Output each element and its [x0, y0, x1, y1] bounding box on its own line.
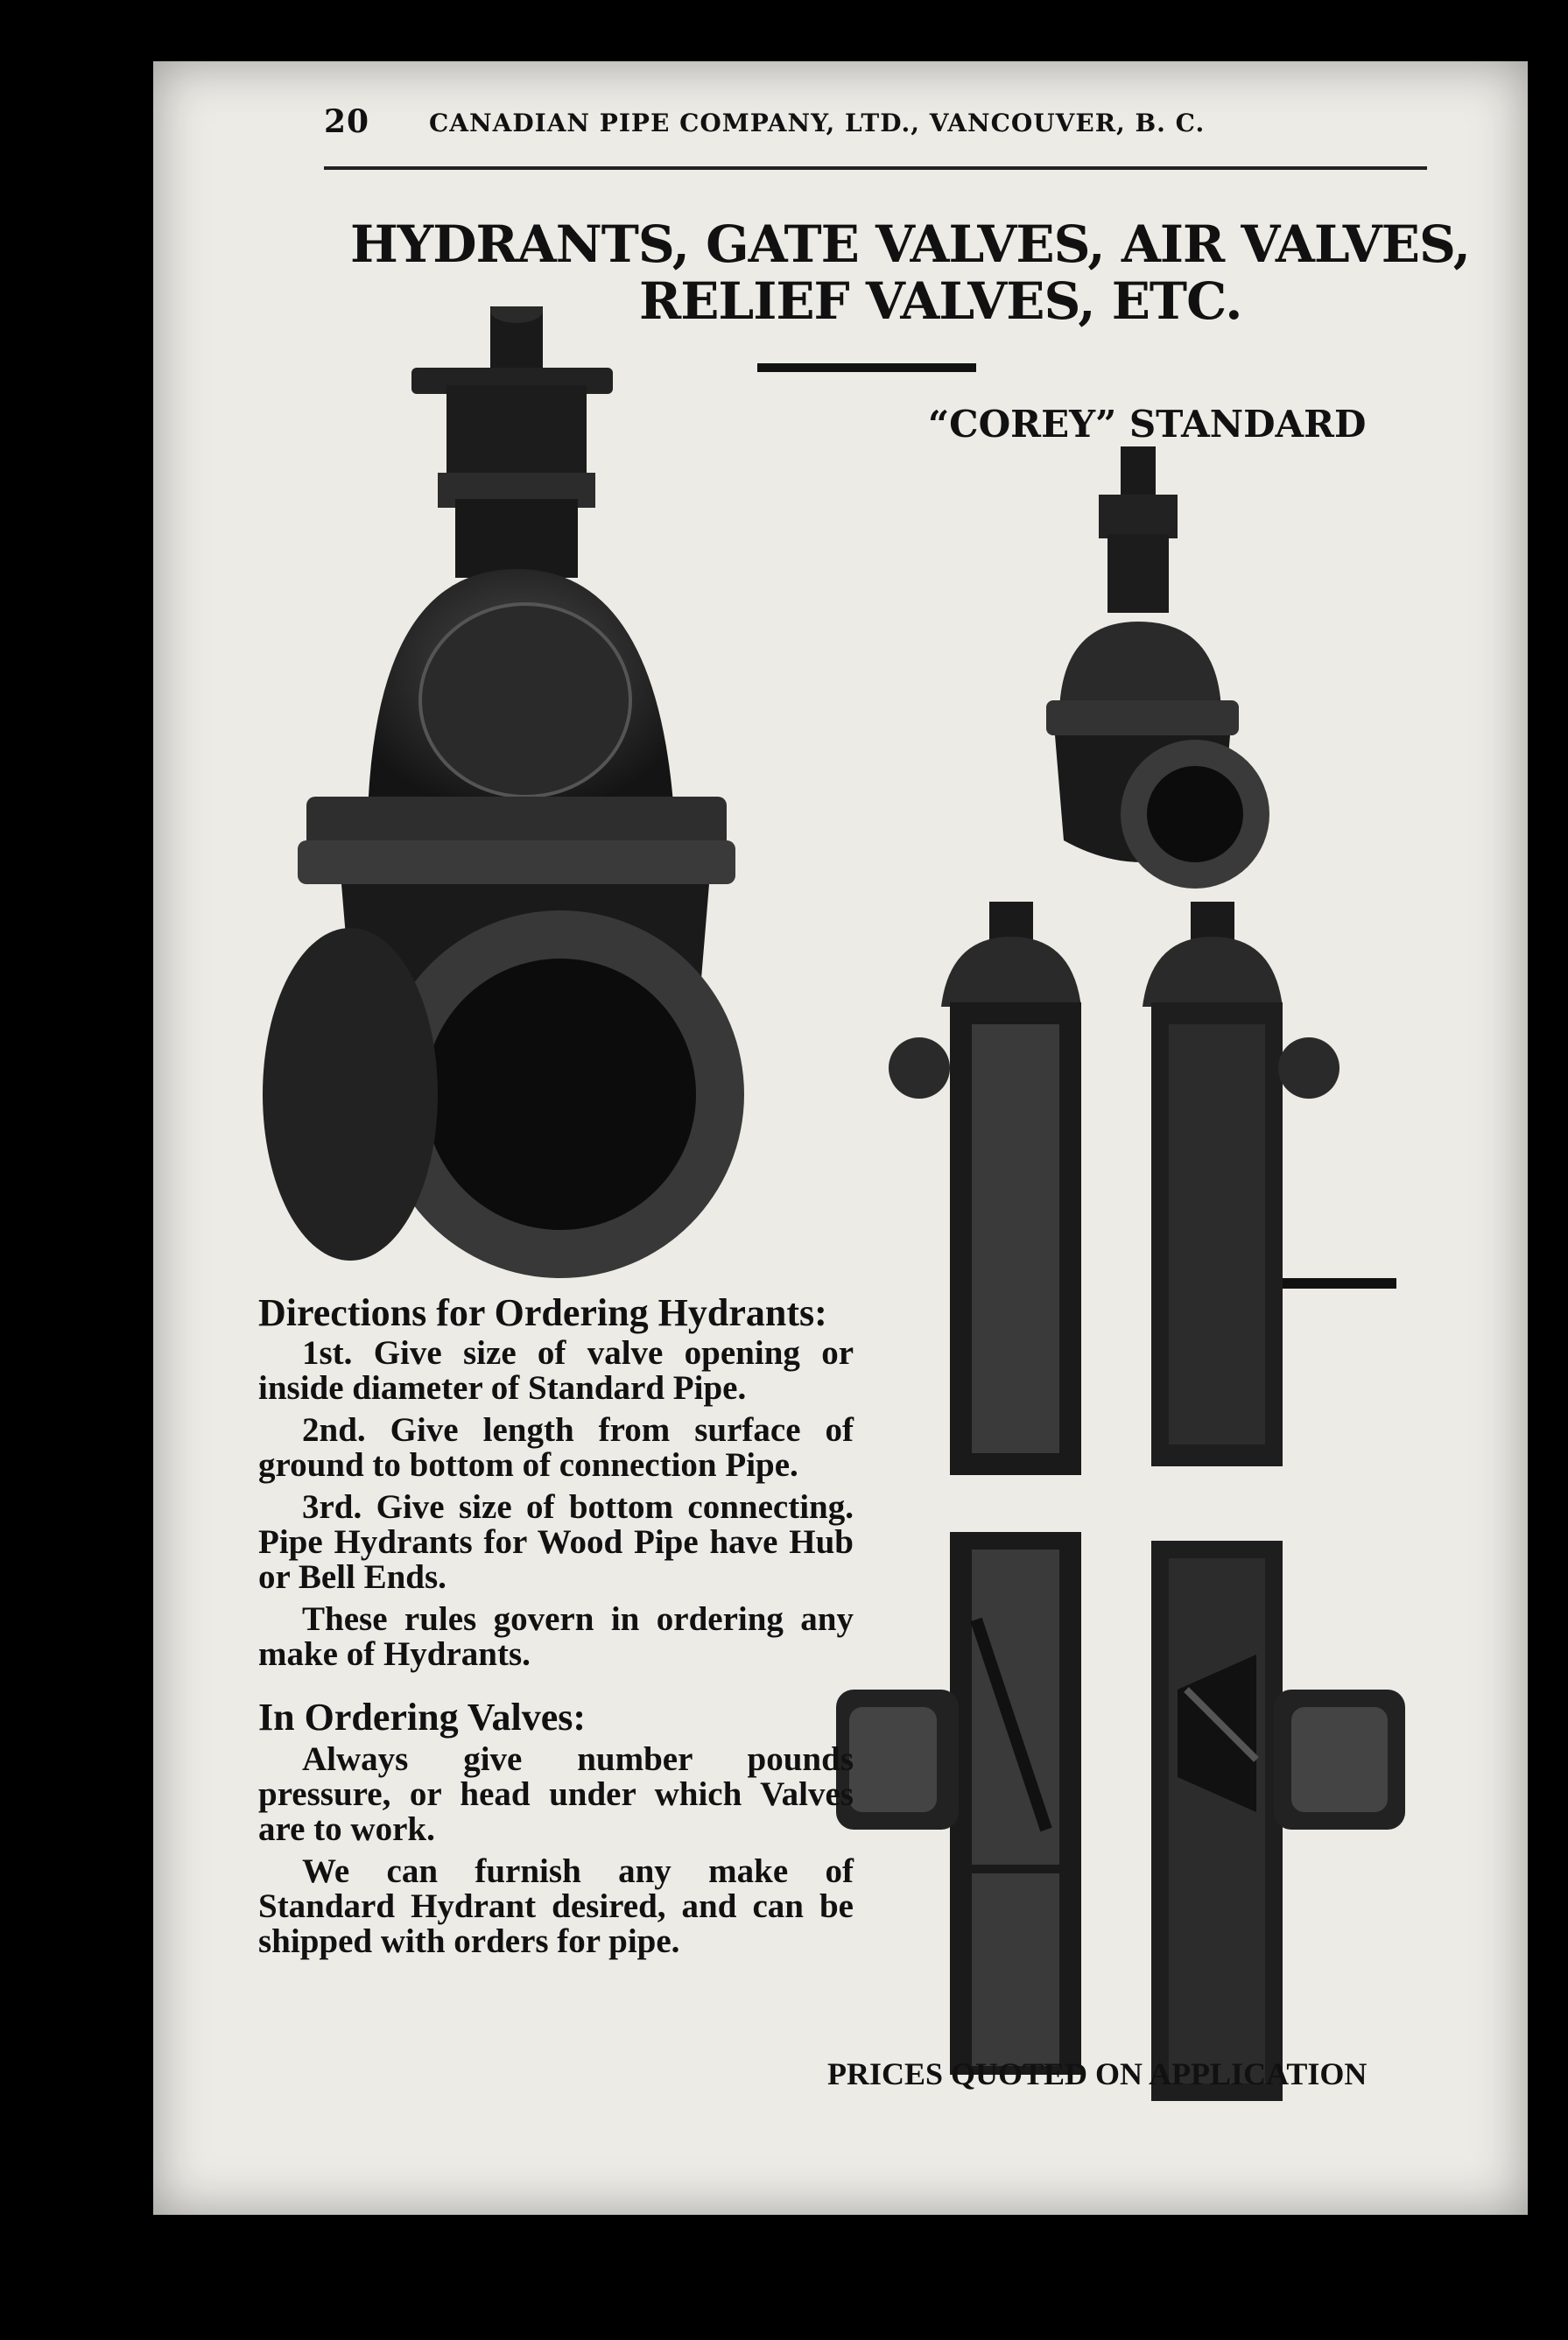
catalog-page	[153, 61, 1528, 2215]
direction-item: 3rd. Give size of bottom connecting. Pipe Hydrants for Wood Pipe have Hub or Bell Ends.	[258, 1488, 854, 1596]
hydrant-cross-sections-illustration	[819, 902, 1449, 2127]
directions-heading: Directions for Ordering Hydrants:	[258, 1291, 827, 1334]
small-gate-valve-illustration	[1011, 446, 1274, 902]
page-header	[324, 103, 1427, 156]
large-gate-valve-illustration	[236, 306, 849, 1357]
page-number: 20	[324, 103, 370, 140]
header-rule	[324, 166, 1427, 170]
page-title-line1: HYDRANTS, GATE VALVES, AIR VALVES,	[350, 214, 1470, 274]
ordering-directions	[258, 1291, 854, 1966]
direction-item: 2nd. Give length from surface of ground to bottom of connection Pipe.	[258, 1411, 854, 1484]
valves-item: Always give number pounds pressure, or head under which Valves are to work.	[258, 1740, 854, 1848]
valves-heading: In Ordering Valves:	[258, 1696, 587, 1739]
prices-note: PRICES QUOTED ON APPLICATION	[827, 2056, 1368, 2091]
direction-item: 1st. Give size of valve opening or inside diameter of Standard Pipe.	[258, 1334, 854, 1407]
direction-item: These rules govern in ordering any make of Hydrants.	[258, 1600, 854, 1673]
page-title-line2: RELIEF VALVES, ETC.	[639, 271, 1242, 331]
valves-item: We can furnish any make of Standard Hydrant desired, and can be shipped with orders for pipe.	[258, 1852, 854, 1960]
corey-standard-label: “COREY” STANDARD	[928, 403, 1367, 446]
company-header: CANADIAN PIPE COMPANY, LTD., VANCOUVER, B. C.	[429, 109, 1206, 137]
